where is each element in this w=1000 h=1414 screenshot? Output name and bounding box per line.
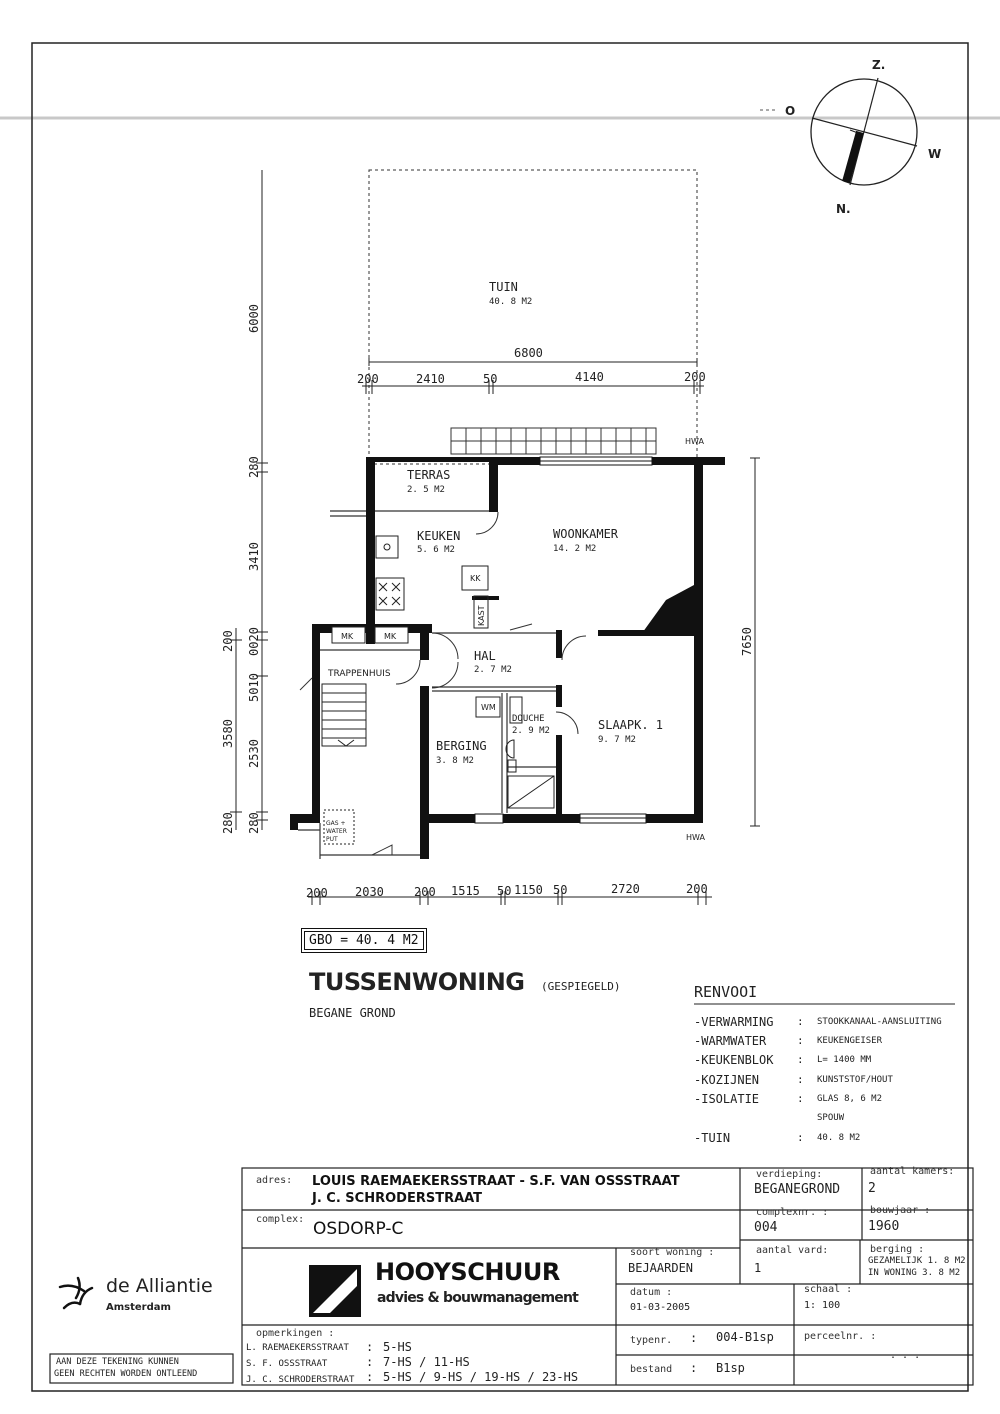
garden bbox=[369, 170, 697, 464]
bestand-label: bestand bbox=[630, 1364, 673, 1375]
tuin-area: 40. 8 M2 bbox=[489, 297, 533, 307]
dim-left-8: 280 bbox=[221, 812, 235, 834]
renvooi-value-6: 40. 8 M2 bbox=[817, 1133, 861, 1143]
compass-n: N. bbox=[836, 202, 851, 216]
dim-bottom-0: 200 bbox=[306, 886, 328, 900]
gas-label-0: GAS + bbox=[326, 820, 346, 827]
gas-label-2: PUT bbox=[326, 836, 338, 843]
berging-info-1: GEZAMELIJK 1. 8 M2 bbox=[868, 1256, 966, 1266]
opm-street-1: S. F. OSSSTRAAT bbox=[246, 1359, 328, 1369]
opm-nums-1: 7-HS / 11-HS bbox=[383, 1355, 470, 1369]
renvooi-title: RENVOOI bbox=[694, 983, 758, 1001]
dim-bottom-7: 2720 bbox=[611, 882, 640, 896]
perceel-label: perceelnr. : bbox=[804, 1331, 877, 1342]
douche-name: DOUCHE bbox=[512, 714, 545, 724]
complex-value: OSDORP-C bbox=[313, 1219, 404, 1239]
tuin-name: TUIN bbox=[489, 280, 518, 294]
disclaimer-line2: GEEN RECHTEN WORDEN ONTLEEND bbox=[54, 1369, 198, 1379]
renvooi-label-3: -KOZIJNEN bbox=[694, 1073, 760, 1087]
renvooi-label-6: -TUIN bbox=[694, 1131, 731, 1145]
compass-z: Z. bbox=[872, 58, 886, 72]
kamers-label: aantal kamers: bbox=[870, 1166, 955, 1177]
keuken-name: KEUKEN bbox=[417, 529, 461, 543]
dim-top-total: 6800 bbox=[514, 346, 543, 360]
alliantie-city: Amsterdam bbox=[106, 1302, 171, 1313]
woonkamer-area: 14. 2 M2 bbox=[553, 544, 597, 554]
bouwjaar-label: bouwjaar : bbox=[870, 1205, 931, 1216]
dim-left-4: 5010 bbox=[247, 673, 261, 702]
dim-bottom-3: 1515 bbox=[451, 884, 480, 898]
datum-value: 01-03-2005 bbox=[630, 1302, 691, 1313]
dim-top-1: 2410 bbox=[416, 372, 445, 386]
top-dimensions bbox=[362, 358, 704, 394]
berging-area: 3. 8 M2 bbox=[436, 756, 474, 766]
opm-street-0: L. RAEMAEKERSSTRAAT bbox=[246, 1343, 349, 1353]
dim-bottom-2: 200 bbox=[414, 885, 436, 899]
renvooi-value-0: STOOKKANAAL-AANSLUITING bbox=[817, 1017, 942, 1027]
hal-area: 2. 7 M2 bbox=[474, 665, 512, 675]
left-dimensions bbox=[230, 170, 268, 830]
terras-area: 2. 5 M2 bbox=[407, 485, 445, 495]
drawing-variant: (GESPIEGELD) bbox=[541, 980, 621, 993]
verdieping-value: BEGANEGROND bbox=[754, 1182, 841, 1197]
complexnr-label: complexnr. : bbox=[756, 1207, 829, 1218]
opmerkingen-label: opmerkingen : bbox=[256, 1328, 335, 1339]
opm-nums-2: 5-HS / 9-HS / 19-HS / 23-HS bbox=[383, 1370, 579, 1384]
compass-w: W bbox=[928, 147, 942, 161]
company-name: HOOYSCHUUR bbox=[375, 1258, 560, 1286]
floor-label: BEGANE GROND bbox=[309, 1006, 396, 1020]
adres-line1: LOUIS RAEMAEKERSSTRAAT - S.F. VAN OSSSTRAAT bbox=[312, 1174, 680, 1189]
renvooi-label-0: -VERWARMING bbox=[694, 1015, 774, 1029]
vard-value: 1 bbox=[754, 1261, 762, 1275]
berging-info-2: IN WONING 3. 8 M2 bbox=[868, 1268, 961, 1278]
hal-name: HAL bbox=[474, 649, 496, 663]
complex-label: complex: bbox=[256, 1214, 305, 1225]
dim-left-6: 3580 bbox=[221, 719, 235, 748]
kast-label: KAST bbox=[477, 605, 486, 626]
hwa-bottom: HWA bbox=[686, 833, 705, 842]
renvooi-label-2: -KEUKENBLOK bbox=[694, 1053, 774, 1067]
bouwjaar-value: 1960 bbox=[868, 1219, 900, 1234]
renvooi-value-4: GLAS 8, 6 M2 bbox=[817, 1094, 883, 1104]
dim-left-7: 2530 bbox=[247, 739, 261, 768]
renvooi-label-4: -ISOLATIE bbox=[694, 1092, 760, 1106]
woonkamer-name: WOONKAMER bbox=[553, 527, 619, 541]
drawing-title: TUSSENWONING bbox=[309, 968, 525, 996]
terras-name: TERRAS bbox=[407, 468, 451, 482]
compass-rose bbox=[760, 58, 941, 216]
trappenhuis-name: TRAPPENHUIS bbox=[328, 669, 391, 679]
opm-nums-0: 5-HS bbox=[383, 1340, 412, 1354]
gas-label-1: WATER bbox=[326, 828, 347, 835]
renvooi-value-2: L= 1400 MM bbox=[817, 1055, 872, 1065]
keuken-area: 5. 6 M2 bbox=[417, 545, 455, 555]
datum-label: datum : bbox=[630, 1287, 673, 1298]
dim-left-3: 200 bbox=[221, 630, 235, 652]
soort-value: BEJAARDEN bbox=[628, 1261, 694, 1275]
soort-label: soort woning : bbox=[630, 1247, 715, 1258]
berging-name: BERGING bbox=[436, 739, 487, 753]
dim-top-3: 4140 bbox=[575, 370, 604, 384]
kk-label: KK bbox=[470, 574, 481, 583]
dim-bottom-5: 1150 bbox=[514, 883, 543, 897]
dim-bottom-8: 200 bbox=[686, 882, 708, 896]
adres-line2: J. C. SCHRODERSTRAAT bbox=[312, 1191, 483, 1206]
renvooi-value-1: KEUKENGEISER bbox=[817, 1036, 883, 1046]
douche-area: 2. 9 M2 bbox=[512, 726, 550, 736]
bestand-value: B1sp bbox=[716, 1361, 745, 1375]
slaapk-area: 9. 7 M2 bbox=[598, 735, 636, 745]
hooyschuur-logo bbox=[309, 1265, 361, 1317]
renvooi-value-5: SPOUW bbox=[817, 1113, 845, 1123]
mk1-label: MK bbox=[341, 632, 354, 641]
company-tagline: advies & bouwmanagement bbox=[377, 1290, 579, 1306]
dim-top-4: 200 bbox=[684, 370, 706, 384]
dim-left-1: 280 bbox=[247, 456, 261, 478]
dim-top-0: 200 bbox=[357, 372, 379, 386]
dim-left-5: 0020 bbox=[247, 627, 261, 656]
compass-o: O bbox=[785, 104, 796, 118]
complexnr-value: 004 bbox=[754, 1220, 778, 1235]
mk2-label: MK bbox=[384, 632, 397, 641]
alliantie-name: de Alliantie bbox=[106, 1275, 213, 1297]
dim-right: 7650 bbox=[740, 627, 754, 656]
typenr-label: typenr. bbox=[630, 1335, 673, 1346]
opm-street-2: J. C. SCHRODERSTRAAT bbox=[246, 1375, 355, 1385]
wm-label: WM bbox=[481, 703, 496, 712]
kamers-value: 2 bbox=[868, 1181, 876, 1196]
verdieping-label: verdieping: bbox=[756, 1169, 823, 1180]
disclaimer-line1: AAN DEZE TEKENING KUNNEN bbox=[56, 1357, 179, 1367]
alliantie-logo bbox=[60, 1278, 92, 1308]
hwa-top: HWA bbox=[685, 437, 704, 446]
dim-bottom-6: 50 bbox=[553, 883, 568, 897]
dim-left-2: 3410 bbox=[247, 542, 261, 571]
schaal-value: 1: 100 bbox=[804, 1300, 841, 1311]
renvooi-value-3: KUNSTSTOF/HOUT bbox=[817, 1075, 893, 1085]
gbo-box: GBO = 40. 4 M2 bbox=[304, 931, 424, 950]
terrace-tiles bbox=[451, 428, 656, 454]
vard-label: aantal vard: bbox=[756, 1245, 829, 1256]
dim-bottom-1: 2030 bbox=[355, 885, 384, 899]
slaapk-name: SLAAPK. 1 bbox=[598, 718, 664, 732]
dim-bottom-4: 50 bbox=[497, 884, 512, 898]
typenr-value: 004-B1sp bbox=[716, 1330, 774, 1344]
dim-left-9: 280 bbox=[247, 812, 261, 834]
renvooi-label-1: -WARMWATER bbox=[694, 1034, 767, 1048]
schaal-label: schaal : bbox=[804, 1284, 853, 1295]
berging-label: berging : bbox=[870, 1244, 925, 1255]
adres-label: adres: bbox=[256, 1175, 293, 1186]
dim-top-2: 50 bbox=[483, 372, 498, 386]
dim-left-0: 6000 bbox=[247, 304, 261, 333]
